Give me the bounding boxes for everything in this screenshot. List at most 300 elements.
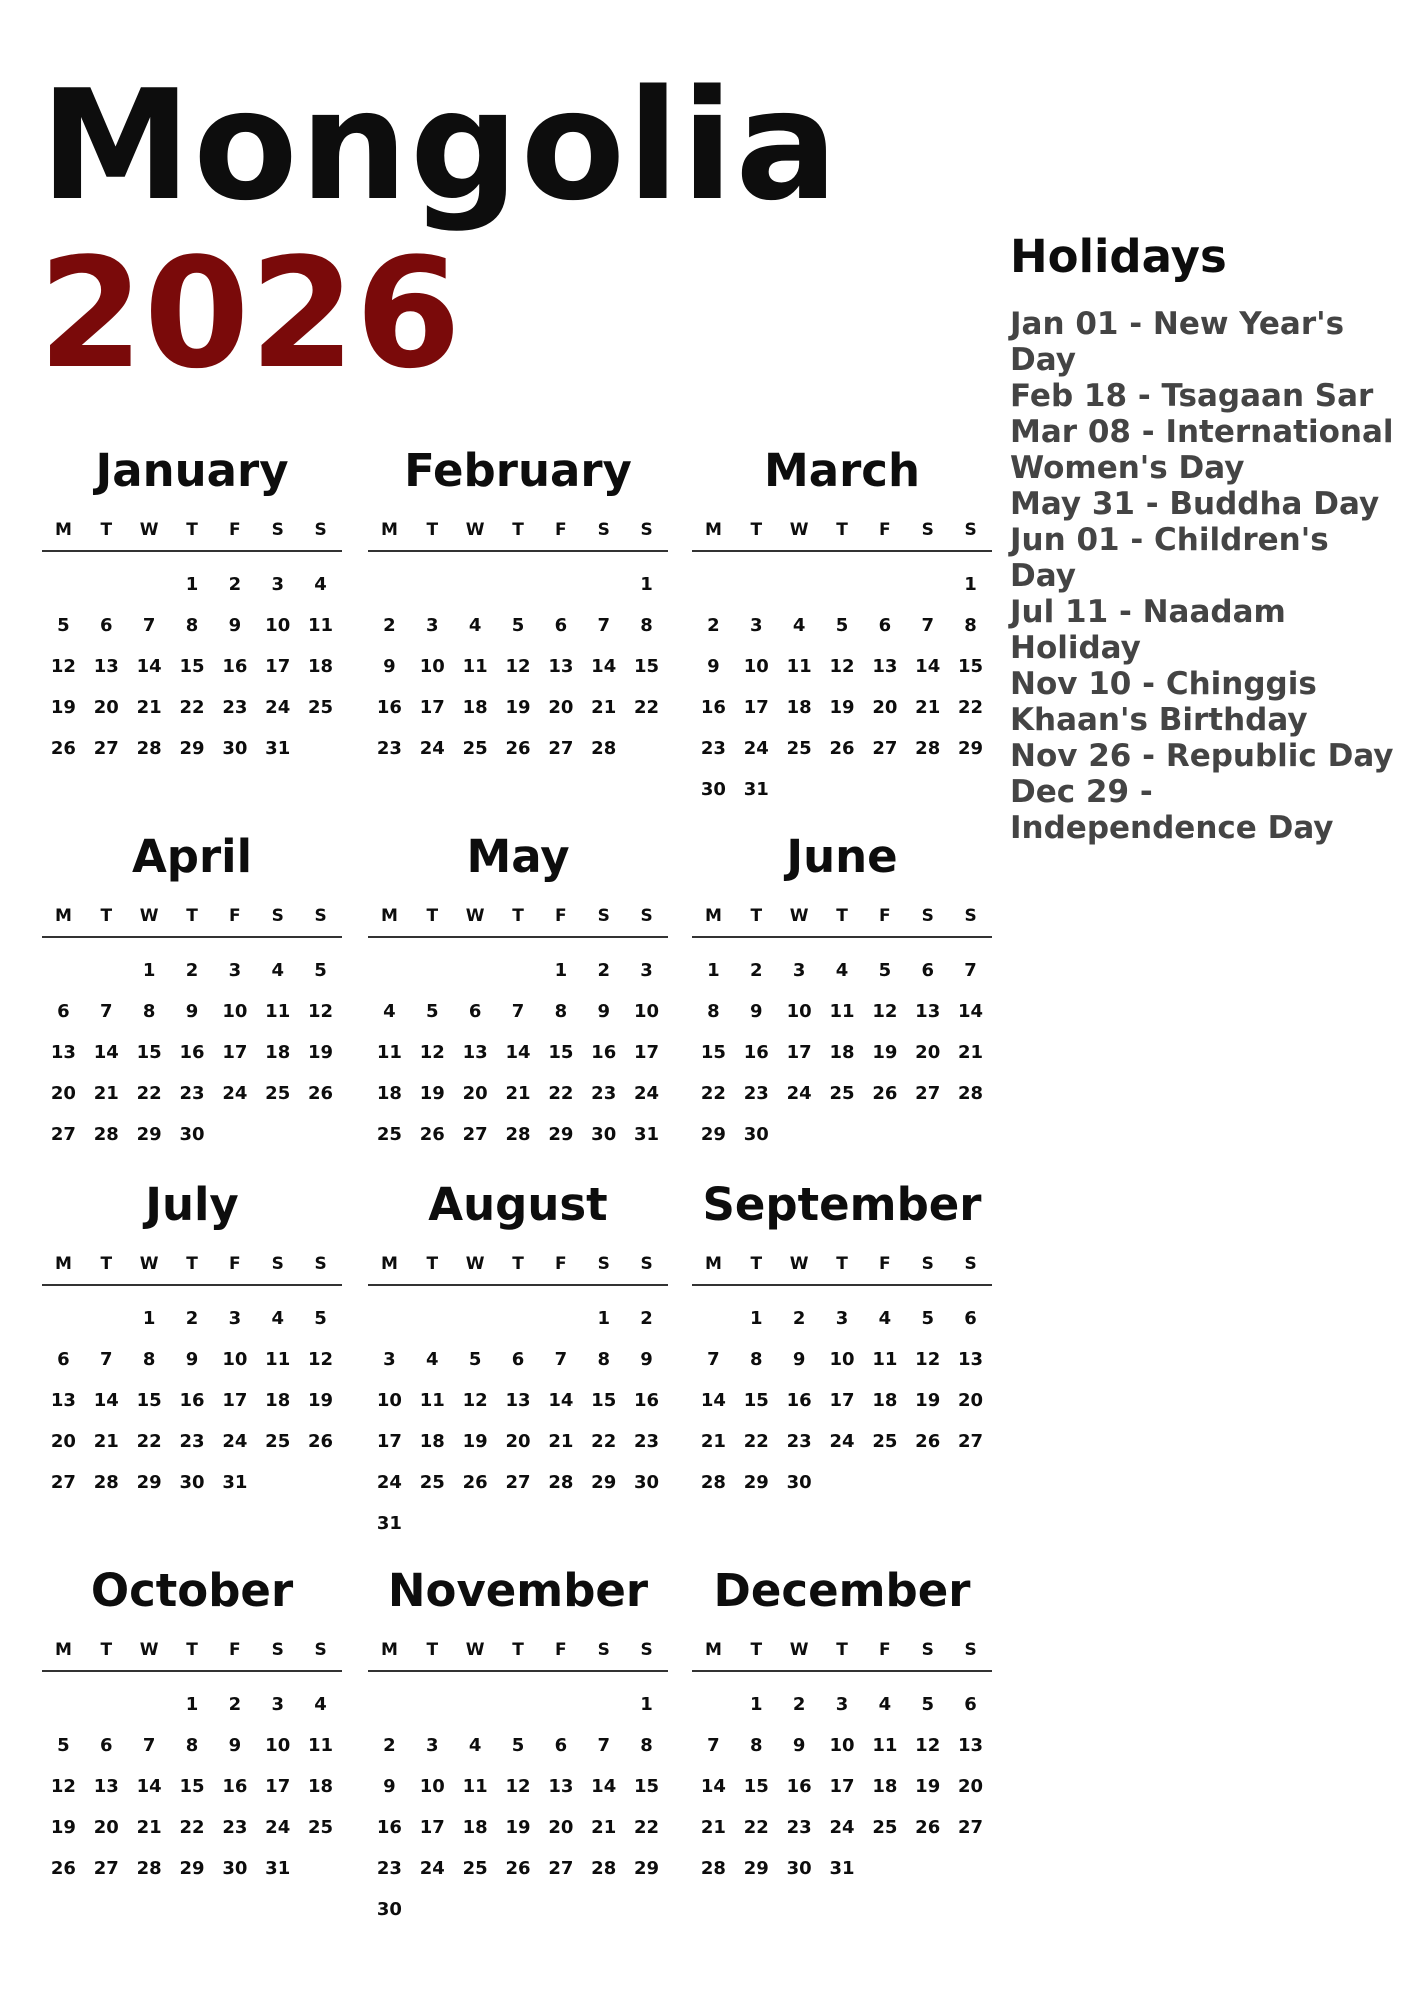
month-name: March [763, 444, 921, 497]
day-cell: 11 [872, 1349, 898, 1370]
day-cell: 15 [136, 1042, 162, 1063]
day-cell: 8 [142, 1001, 156, 1022]
day-cell: 29 [548, 1124, 574, 1145]
weekday-header: S [640, 1254, 653, 1274]
day-cell: 16 [700, 697, 726, 718]
day-cell: 14 [136, 656, 162, 677]
day-cell: 2 [640, 1308, 653, 1329]
weekday-header: T [100, 1254, 113, 1274]
weekday-header: W [139, 906, 159, 926]
day-cell: 15 [743, 1776, 769, 1797]
day-cell: 14 [958, 1001, 984, 1022]
day-cell: 9 [597, 1001, 610, 1022]
day-cell: 15 [136, 1390, 162, 1411]
day-cell: 24 [419, 1858, 445, 1879]
weekday-header: T [186, 520, 198, 540]
weekday-header-row [692, 520, 992, 552]
day-cell: 15 [179, 656, 205, 677]
month-name: May [466, 830, 570, 883]
day-cell: 18 [829, 1042, 855, 1063]
day-cell: 12 [308, 1349, 334, 1370]
weekday-header-row [368, 520, 668, 552]
weekday-header: T [100, 906, 113, 926]
weekday-header: S [314, 906, 327, 926]
day-cell: 28 [591, 738, 617, 759]
day-cell: 19 [308, 1042, 334, 1063]
weekday-header: T [750, 520, 763, 540]
weekday-header: M [704, 1640, 722, 1660]
day-cell: 3 [426, 1735, 439, 1756]
holiday-item: Jul 11 - Naadam Holiday [1010, 593, 1286, 666]
day-cell: 1 [750, 1308, 763, 1329]
weekday-header-row [42, 906, 342, 938]
month-august [368, 1178, 668, 1544]
day-cell: 6 [921, 960, 934, 981]
empty-day-cell [454, 1298, 497, 1339]
weekday-header: T [426, 1254, 439, 1274]
day-cell: 4 [878, 1694, 892, 1715]
day-cell: 29 [136, 1472, 162, 1493]
day-cell: 24 [829, 1817, 855, 1838]
day-cell: 28 [93, 1472, 119, 1493]
day-cell: 16 [634, 1390, 660, 1411]
day-cell: 16 [179, 1042, 205, 1063]
day-cell: 15 [548, 1042, 574, 1063]
empty-day-cell [85, 564, 128, 605]
empty-day-cell [582, 1684, 625, 1725]
empty-day-cell [735, 564, 778, 605]
day-cell: 26 [308, 1083, 334, 1104]
day-cell: 12 [915, 1735, 941, 1756]
day-cell: 6 [57, 1001, 70, 1022]
day-cell: 13 [548, 656, 574, 677]
day-cell: 21 [136, 1817, 162, 1838]
day-cell: 13 [93, 1776, 119, 1797]
day-cell: 4 [383, 1001, 396, 1022]
weekday-header: T [100, 520, 113, 540]
weekday-header: S [597, 1640, 610, 1660]
day-cell: 10 [829, 1349, 855, 1370]
day-cell: 16 [743, 1042, 769, 1063]
day-cell: 19 [462, 1431, 488, 1452]
day-cell: 25 [376, 1124, 402, 1145]
day-cell: 14 [136, 1776, 162, 1797]
day-cell: 24 [419, 738, 445, 759]
day-cell: 9 [185, 1349, 199, 1370]
day-cell: 18 [419, 1431, 445, 1452]
day-cell: 9 [640, 1349, 653, 1370]
empty-day-cell [497, 1684, 540, 1725]
day-cell: 31 [265, 1858, 291, 1879]
day-cell: 31 [743, 779, 769, 800]
day-cell: 14 [93, 1042, 119, 1063]
weekday-header: W [789, 1254, 809, 1274]
day-cell: 11 [265, 1349, 291, 1370]
empty-day-cell [497, 950, 540, 991]
day-cell: 30 [179, 1472, 205, 1493]
day-cell: 4 [314, 574, 327, 595]
day-cell: 24 [829, 1431, 855, 1452]
day-cell: 5 [426, 1001, 439, 1022]
weekday-header: W [139, 520, 159, 540]
day-cell: 27 [958, 1431, 984, 1452]
day-cell: 5 [511, 615, 525, 636]
day-cell: 30 [786, 1858, 812, 1879]
day-cell: 30 [222, 1858, 248, 1879]
day-cell: 31 [222, 1472, 248, 1493]
empty-day-cell [368, 564, 411, 605]
day-cell: 9 [792, 1735, 806, 1756]
day-cell: 11 [265, 1001, 291, 1022]
weekday-header: T [836, 520, 848, 540]
day-cell: 12 [308, 1001, 334, 1022]
empty-day-cell [85, 1298, 128, 1339]
day-cell: 14 [591, 1776, 617, 1797]
day-cell: 9 [228, 615, 242, 636]
day-cell: 24 [265, 1817, 291, 1838]
day-cell: 9 [707, 656, 720, 677]
weekday-header: S [597, 1254, 610, 1274]
day-cell: 26 [505, 1858, 531, 1879]
day-cell: 17 [743, 697, 769, 718]
day-cell: 7 [100, 1349, 113, 1370]
days-grid [368, 1684, 668, 1930]
day-cell: 2 [228, 1694, 242, 1715]
day-cell: 2 [383, 615, 396, 636]
empty-day-cell [454, 1684, 497, 1725]
weekday-header: F [879, 1254, 891, 1274]
day-cell: 9 [228, 1735, 242, 1756]
day-cell: 10 [419, 656, 445, 677]
day-cell: 20 [872, 697, 898, 718]
empty-day-cell [128, 564, 171, 605]
day-cell: 21 [958, 1042, 984, 1063]
day-cell: 22 [136, 1083, 162, 1104]
weekday-header-row [368, 1254, 668, 1286]
weekday-header: W [465, 1254, 485, 1274]
weekday-header: W [465, 1640, 485, 1660]
day-cell: 17 [419, 1817, 445, 1838]
day-cell: 31 [376, 1513, 402, 1534]
weekday-header: S [640, 1640, 653, 1660]
day-cell: 3 [383, 1349, 396, 1370]
day-cell: 29 [179, 1858, 205, 1879]
weekday-header: M [380, 1254, 398, 1274]
day-cell: 10 [222, 1349, 248, 1370]
day-cell: 22 [634, 1817, 660, 1838]
day-cell: 27 [548, 1858, 574, 1879]
month-name: January [95, 444, 289, 497]
empty-day-cell [497, 564, 540, 605]
calendar-country-title: Mongolia [40, 57, 840, 234]
day-cell: 10 [786, 1001, 812, 1022]
day-cell: 19 [308, 1390, 334, 1411]
day-cell: 22 [179, 697, 205, 718]
day-cell: 1 [750, 1694, 763, 1715]
day-cell: 23 [591, 1083, 617, 1104]
weekday-header: T [186, 1640, 198, 1660]
day-cell: 13 [548, 1776, 574, 1797]
weekday-header: F [229, 1640, 241, 1660]
day-cell: 25 [308, 1817, 334, 1838]
empty-day-cell [454, 950, 497, 991]
weekday-header: S [271, 520, 284, 540]
day-cell: 9 [383, 1776, 396, 1797]
day-cell: 29 [743, 1472, 769, 1493]
holiday-item: Jun 01 - Children's Day [1010, 521, 1329, 594]
day-cell: 20 [505, 1431, 531, 1452]
holiday-item: Mar 08 - International Women's Day [1010, 413, 1394, 486]
weekday-header: T [426, 906, 439, 926]
day-cell: 7 [142, 1735, 156, 1756]
weekday-header: T [426, 520, 439, 540]
weekday-header: T [750, 906, 763, 926]
day-cell: 11 [872, 1735, 898, 1756]
day-cell: 29 [179, 738, 205, 759]
day-cell: 19 [915, 1776, 941, 1797]
day-cell: 12 [419, 1042, 445, 1063]
day-cell: 17 [265, 1776, 291, 1797]
weekday-header: S [921, 520, 934, 540]
day-cell: 28 [93, 1124, 119, 1145]
weekday-header: S [271, 1254, 284, 1274]
weekday-header: W [789, 906, 809, 926]
empty-day-cell [539, 1684, 582, 1725]
day-cell: 23 [376, 1858, 402, 1879]
day-cell: 20 [548, 1817, 574, 1838]
days-grid [42, 564, 342, 769]
weekday-header: S [314, 1640, 327, 1660]
weekday-header: T [750, 1640, 763, 1660]
day-cell: 27 [93, 1858, 119, 1879]
day-cell: 25 [265, 1083, 291, 1104]
day-cell: 4 [835, 960, 849, 981]
day-cell: 11 [462, 656, 488, 677]
day-cell: 7 [511, 1001, 525, 1022]
day-cell: 20 [548, 697, 574, 718]
day-cell: 12 [505, 1776, 531, 1797]
weekday-header: S [964, 906, 977, 926]
day-cell: 24 [222, 1083, 248, 1104]
day-cell: 21 [548, 1431, 574, 1452]
weekday-header-row [42, 1640, 342, 1672]
day-cell: 8 [750, 1735, 763, 1756]
day-cell: 16 [222, 1776, 248, 1797]
day-cell: 4 [468, 1735, 482, 1756]
weekday-header: M [380, 1640, 398, 1660]
day-cell: 1 [142, 960, 156, 981]
day-cell: 2 [597, 960, 610, 981]
day-cell: 17 [419, 697, 445, 718]
month-july [42, 1178, 342, 1503]
day-cell: 28 [958, 1083, 984, 1104]
day-cell: 15 [591, 1390, 617, 1411]
day-cell: 28 [136, 738, 162, 759]
empty-day-cell [582, 564, 625, 605]
day-cell: 21 [505, 1083, 531, 1104]
day-cell: 24 [634, 1083, 660, 1104]
day-cell: 21 [700, 1431, 726, 1452]
month-name: September [702, 1178, 982, 1231]
month-december [692, 1564, 992, 1889]
day-cell: 27 [915, 1083, 941, 1104]
day-cell: 19 [829, 697, 855, 718]
day-cell: 6 [468, 1001, 482, 1022]
day-cell: 25 [462, 738, 488, 759]
day-cell: 30 [700, 779, 726, 800]
days-grid [692, 564, 992, 810]
day-cell: 13 [958, 1735, 984, 1756]
day-cell: 3 [640, 960, 653, 981]
empty-day-cell [778, 564, 821, 605]
day-cell: 15 [743, 1390, 769, 1411]
holidays-panel [1010, 232, 1400, 846]
holiday-item: May 31 - Buddha Day [1010, 485, 1380, 522]
month-january [42, 444, 342, 769]
day-cell: 29 [958, 738, 984, 759]
day-cell: 16 [786, 1776, 812, 1797]
day-cell: 1 [142, 1308, 156, 1329]
day-cell: 27 [50, 1472, 76, 1493]
day-cell: 18 [265, 1390, 291, 1411]
day-cell: 5 [314, 960, 327, 981]
day-cell: 5 [57, 1735, 70, 1756]
month-march [692, 444, 992, 810]
weekday-header: F [555, 1640, 567, 1660]
weekday-header: F [879, 520, 891, 540]
day-cell: 25 [829, 1083, 855, 1104]
day-cell: 8 [142, 1349, 156, 1370]
days-grid [692, 1298, 992, 1503]
weekday-header: S [921, 906, 934, 926]
day-cell: 1 [185, 1694, 199, 1715]
empty-day-cell [539, 564, 582, 605]
day-cell: 3 [426, 615, 439, 636]
day-cell: 23 [634, 1431, 660, 1452]
day-cell: 4 [271, 1308, 284, 1329]
day-cell: 8 [185, 1735, 199, 1756]
day-cell: 6 [511, 1349, 525, 1370]
empty-day-cell [411, 950, 454, 991]
day-cell: 7 [964, 960, 977, 981]
day-cell: 10 [265, 1735, 291, 1756]
day-cell: 3 [228, 1308, 242, 1329]
month-name: April [131, 830, 253, 883]
weekday-header: F [555, 520, 567, 540]
day-cell: 6 [878, 615, 892, 636]
weekday-header: M [704, 906, 722, 926]
day-cell: 14 [700, 1776, 726, 1797]
day-cell: 2 [707, 615, 720, 636]
empty-day-cell [368, 1684, 411, 1725]
month-name: July [145, 1178, 239, 1231]
day-cell: 5 [314, 1308, 327, 1329]
day-cell: 17 [829, 1776, 855, 1797]
day-cell: 24 [265, 697, 291, 718]
day-cell: 12 [915, 1349, 941, 1370]
day-cell: 30 [591, 1124, 617, 1145]
day-cell: 22 [743, 1431, 769, 1452]
day-cell: 21 [591, 697, 617, 718]
day-cell: 6 [964, 1694, 977, 1715]
day-cell: 21 [93, 1083, 119, 1104]
day-cell: 9 [383, 656, 396, 677]
weekday-header: S [964, 1254, 977, 1274]
day-cell: 22 [634, 697, 660, 718]
day-cell: 14 [93, 1390, 119, 1411]
days-grid [42, 1684, 342, 1889]
day-cell: 19 [505, 697, 531, 718]
day-cell: 4 [878, 1308, 892, 1329]
day-cell: 13 [50, 1042, 76, 1063]
weekday-header: T [100, 1640, 113, 1660]
day-cell: 26 [829, 738, 855, 759]
day-cell: 28 [700, 1858, 726, 1879]
day-cell: 11 [419, 1390, 445, 1411]
weekday-header-row [42, 1254, 342, 1286]
day-cell: 6 [964, 1308, 977, 1329]
month-october [42, 1564, 342, 1889]
day-cell: 3 [750, 615, 763, 636]
weekday-header: F [555, 906, 567, 926]
day-cell: 23 [786, 1431, 812, 1452]
day-cell: 18 [462, 1817, 488, 1838]
holiday-item: Nov 26 - Republic Day [1010, 737, 1394, 774]
day-cell: 26 [872, 1083, 898, 1104]
day-cell: 18 [872, 1390, 898, 1411]
day-cell: 15 [700, 1042, 726, 1063]
day-cell: 27 [93, 738, 119, 759]
day-cell: 5 [57, 615, 70, 636]
day-cell: 10 [265, 615, 291, 636]
day-cell: 16 [222, 656, 248, 677]
day-cell: 5 [878, 960, 892, 981]
day-cell: 8 [640, 1735, 653, 1756]
day-cell: 23 [376, 738, 402, 759]
weekday-header: F [879, 1640, 891, 1660]
weekday-header: M [380, 906, 398, 926]
day-cell: 20 [93, 1817, 119, 1838]
day-cell: 3 [792, 960, 806, 981]
day-cell: 28 [591, 1858, 617, 1879]
day-cell: 3 [271, 574, 284, 595]
day-cell: 14 [505, 1042, 531, 1063]
weekday-header: F [229, 906, 241, 926]
day-cell: 10 [222, 1001, 248, 1022]
empty-day-cell [454, 564, 497, 605]
day-cell: 14 [915, 656, 941, 677]
holiday-item: Nov 10 - Chinggis Khaan's Birthday [1010, 665, 1317, 738]
day-cell: 21 [93, 1431, 119, 1452]
day-cell: 16 [591, 1042, 617, 1063]
month-november [368, 1564, 668, 1930]
day-cell: 1 [597, 1308, 610, 1329]
weekday-header-row [42, 520, 342, 552]
day-cell: 8 [750, 1349, 763, 1370]
day-cell: 30 [634, 1472, 660, 1493]
empty-day-cell [42, 950, 85, 991]
day-cell: 18 [308, 656, 334, 677]
day-cell: 20 [958, 1390, 984, 1411]
day-cell: 6 [57, 1349, 70, 1370]
day-cell: 3 [835, 1308, 849, 1329]
day-cell: 29 [700, 1124, 726, 1145]
day-cell: 23 [179, 1431, 205, 1452]
day-cell: 28 [136, 1858, 162, 1879]
weekday-header: W [139, 1640, 159, 1660]
day-cell: 21 [136, 697, 162, 718]
day-cell: 5 [921, 1694, 934, 1715]
